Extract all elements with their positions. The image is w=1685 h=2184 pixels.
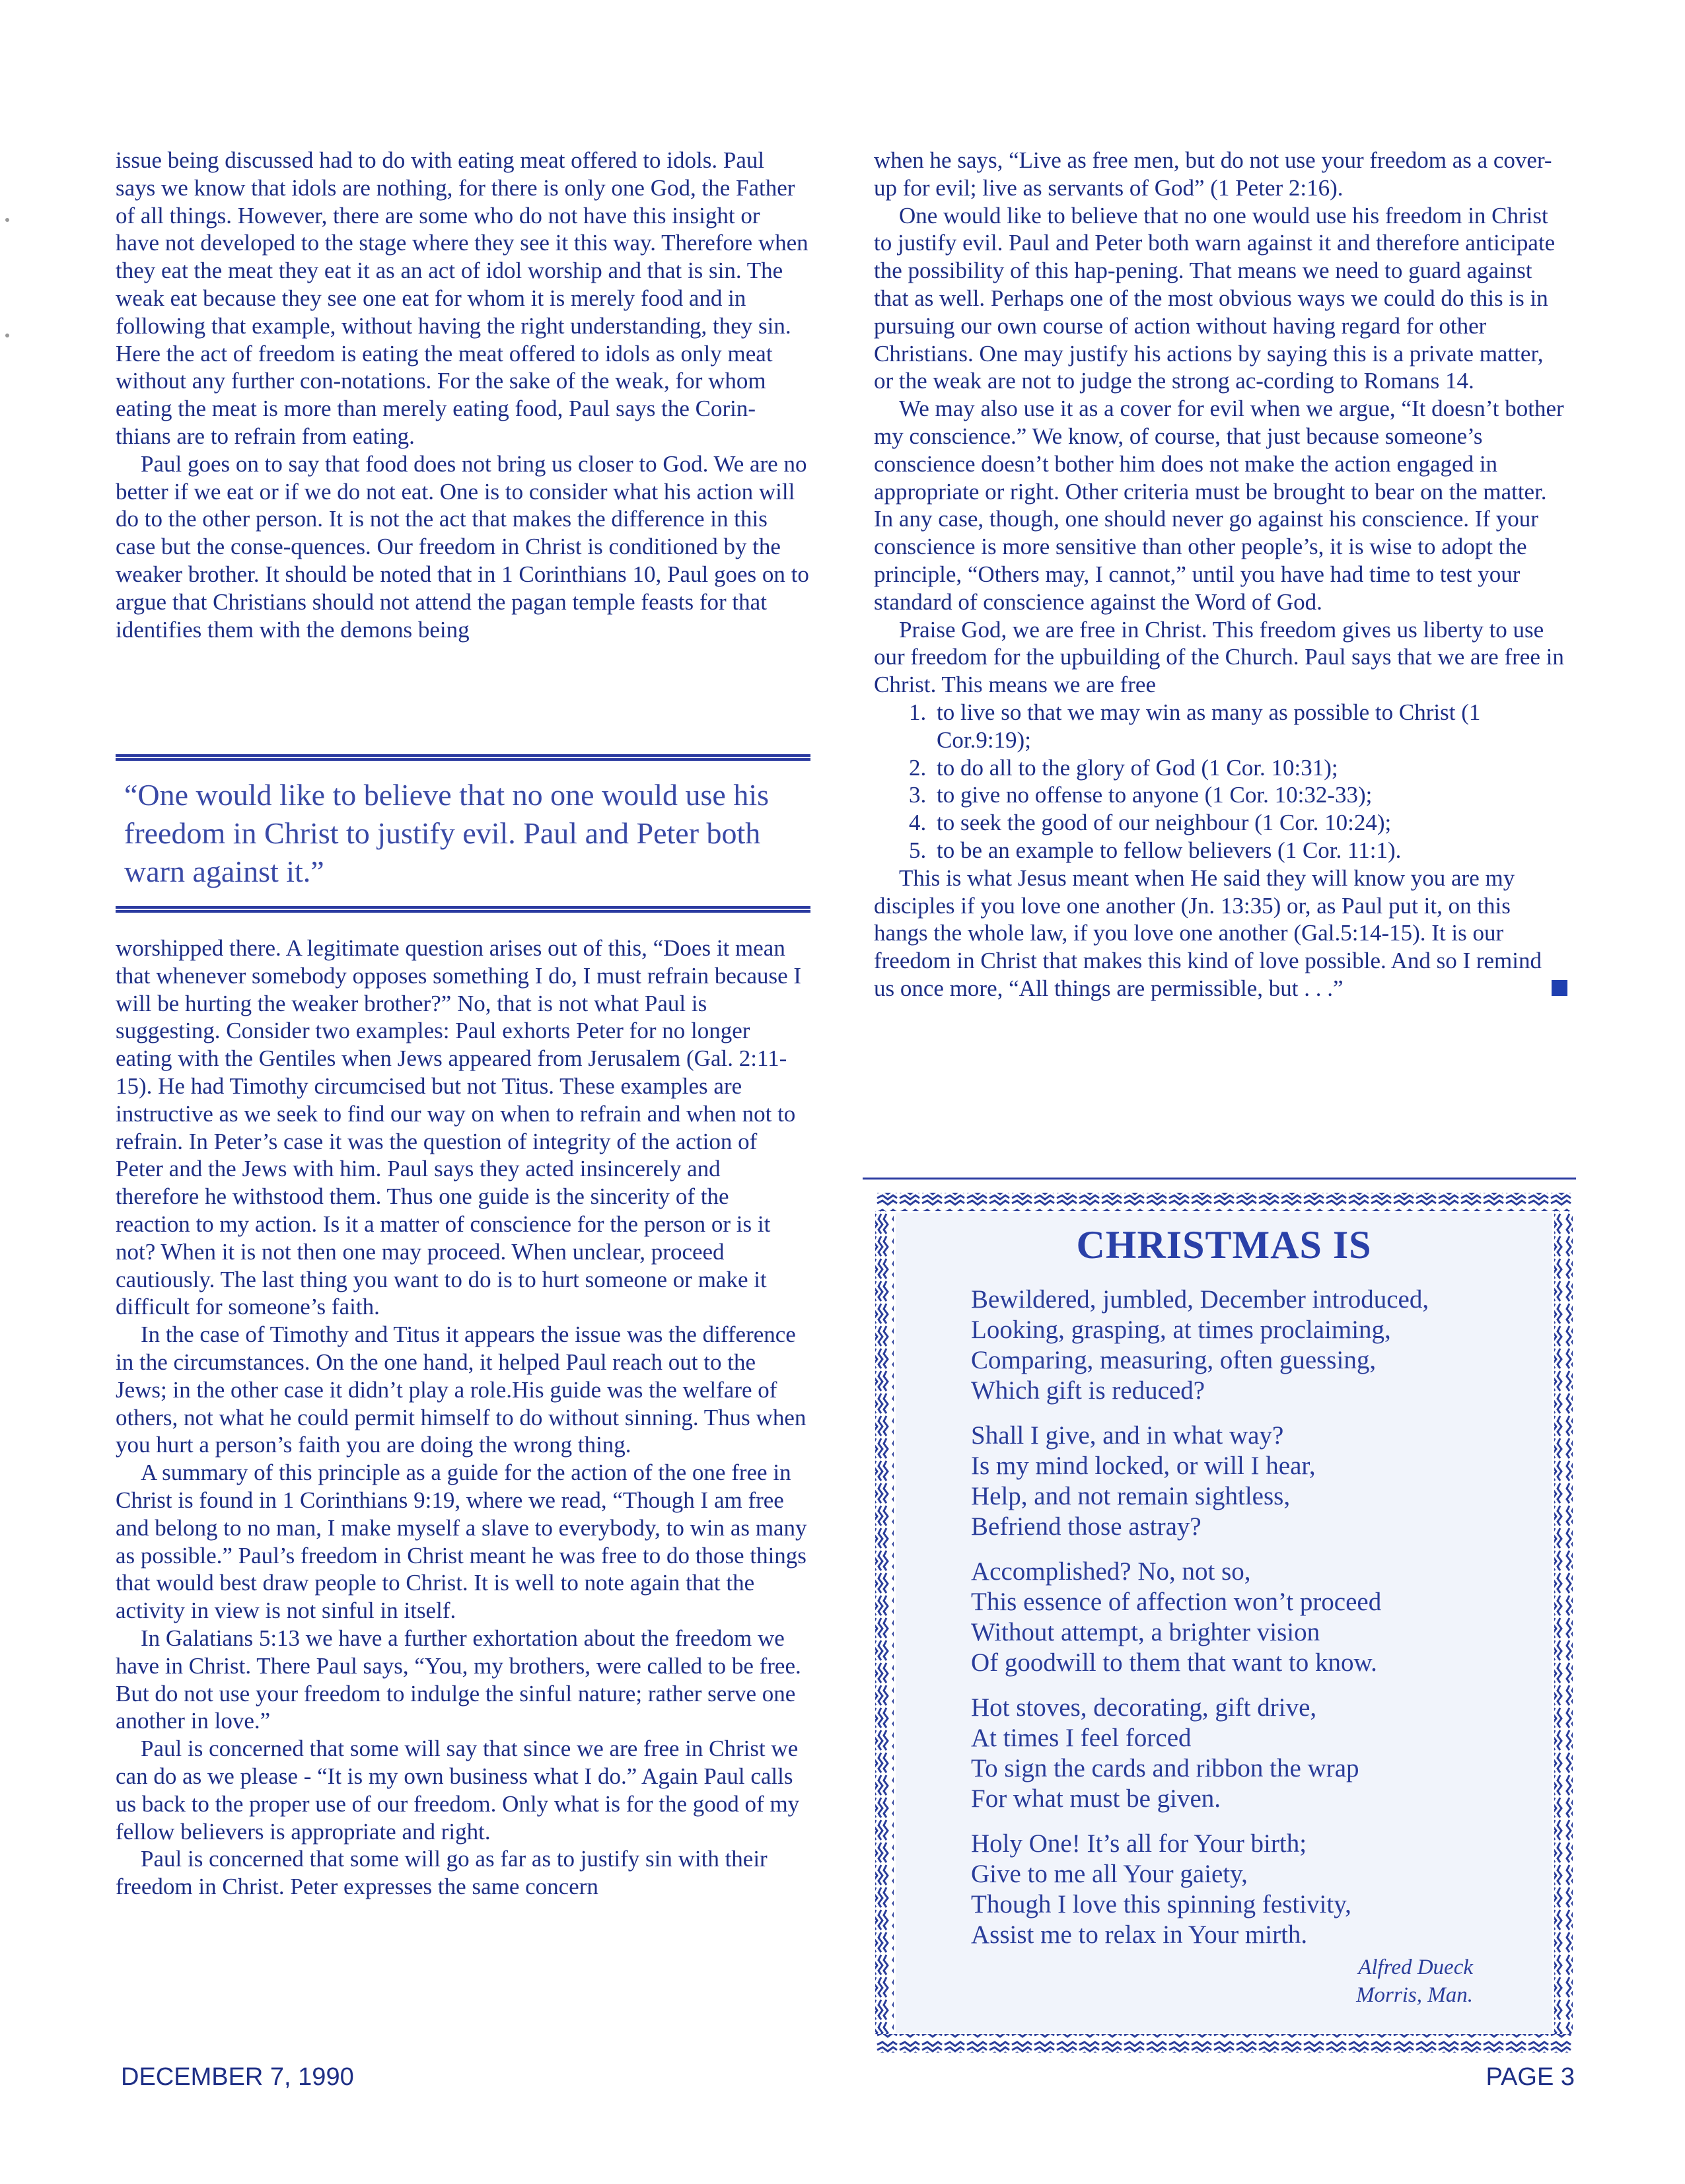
list-item-text: to be an example to fellow believers (1 Cor. 11:1). (937, 837, 1402, 863)
list-item (874, 837, 1567, 864)
paragraph: In the case of Timothy and Titus it appears the issue was the difference in the circumstances. On the one hand, it helped Paul reach out to the Jews; in the other case it didn’t play a role.His guide was the welfare of others, not what he could permit himself to do without sinning. Thus when you hurt a person’s faith you are doing the wrong thing. (116, 1321, 807, 1458)
paragraph: In Galatians 5:13 we have a further exhortation about the freedom we have in Christ. There Paul says, “You, my brothers, were called to be free. But do not use your freedom to indulge the sinful nature; rather serve one another in love.” (116, 1625, 801, 1734)
list-item-number: 4. (909, 810, 927, 836)
poem-title: CHRISTMAS IS (1076, 1223, 1372, 1267)
pullquote-top-rule (116, 754, 810, 761)
list-item-text: to live so that we may win as many as possible to Christ (1 Cor.9:19); (937, 699, 1481, 753)
poem-line: Though I love this spinning festivity, (971, 1890, 1351, 1919)
list-item-number: 2. (909, 754, 927, 781)
right-column (874, 147, 1567, 1003)
list-item-number: 1. (909, 699, 927, 725)
poem-credit (1255, 1954, 1473, 2009)
poem-line: Assist me to relax in Your mirth. (971, 1920, 1308, 1949)
poem-body (971, 1285, 1513, 1965)
list-item-text: to do all to the glory of God (1 Cor. 10:31); (937, 754, 1338, 781)
list-item (874, 699, 1567, 754)
list-item (874, 781, 1567, 809)
poem-line: Accomplished? No, not so, (971, 1557, 1251, 1586)
freedom-list (874, 699, 1567, 864)
poem-line: Hot stoves, decorating, gift drive, (971, 1693, 1317, 1722)
poem-location: Morris, Man. (1356, 1983, 1473, 2007)
paragraph: Praise God, we are free in Christ. This freedom gives us liberty to use our freedom for the upbuilding of the Church. Paul says that we are free in Christ. This means we are free (874, 616, 1564, 698)
poem-line: Without attempt, a brighter vision (971, 1618, 1320, 1646)
poem-line: Comparing, measuring, often guessing, (971, 1346, 1377, 1374)
paragraph: issue being discussed had to do with eating meat offered to idols. Paul says we know that idols are nothing, for there is only one God, the Father of all things. However, there are some who do not have this insight or have not developed to the stage where they see it this way. Therefore when they eat the meat they eat it as an act of idol worship and that is sin. The weak eat because they see one eat for whom it is merely food and in following that example, without having the right understanding, they sin. Here the act of freedom is eating the meat offered to idols as only meat without any further con-notations. For the sake of the weak, for whom eating the meat is more than merely eating food, Paul says the Corin-thians are to refrain from eating. (116, 147, 808, 449)
poem-line: Bewildered, jumbled, December introduced, (971, 1285, 1429, 1314)
pullquote: “One would like to believe that no one would use his freedom in Christ to justify evil. Paul and Peter both warn against it.” (124, 778, 770, 888)
list-item-text: to seek the good of our neighbour (1 Cor. 10:24); (937, 810, 1392, 836)
poem-line: For what must be given. (971, 1784, 1221, 1813)
poem-line: Is my mind locked, or will I hear, (971, 1452, 1316, 1480)
paragraph: One would like to believe that no one would use his freedom in Christ to justify evil. Paul and Peter both warn against it and therefore anticipate the possibility of this hap-pening. That means we need to guard against that as well. Perhaps one of the most obvious ways we could do this is in pursuing our own course of action without having regard for other Christians. One may justify his actions by saying this is a private matter, or the weak are not to judge the strong ac-cording to Romans 14. (874, 202, 1556, 394)
poem-author: Alfred Dueck (1358, 1955, 1473, 1979)
list-item-text: to give no offense to anyone (1 Cor. 10:32-33); (937, 782, 1373, 808)
pullquote-bottom-rule (116, 906, 810, 913)
paragraph: We may also use it as a cover for evil when we argue, “It doesn’t bother my conscience.” We know, of course, that just because someone’s conscience doesn’t bother him does not make the action engaged in appropriate or right. Other criteria must be brought to bear on the matter. In any case, though, one should never go against his conscience. If your conscience is more sensitive than other people’s, it is wise to adopt the principle, “Others may, I cannot,” until you have had time to test your standard of conscience against the Word of God. (874, 396, 1564, 615)
paragraph: A summary of this principle as a guide for the action of the one free in Christ is found in 1 Corinthians 9:19, where we read, “Though I am free and belong to no man, I make myself a slave to everybody, to win as many as possible.” Paul’s freedom in Christ meant he was free to do those things that would best draw people to Christ. It is well to note again that the activity in view is not sinful in itself. (116, 1460, 807, 1624)
margin-mark (5, 334, 9, 337)
paragraph: Paul goes on to say that food does not bring us closer to God. We are no better if we eat or if we do not eat. One is to consider what his action will do to the other person. It is not the act that makes the difference in this case but the conse-quences. Our freedom in Christ is conditioned by the weaker brother. It should be noted that in 1 Corinthians 10, Paul goes on to argue that Christians should not attend the pagan temple feasts for that identifies them with the demons being (116, 450, 809, 643)
left-column-top (116, 147, 809, 643)
page-number: PAGE 3 (1486, 2063, 1575, 2091)
poem-line: To sign the cards and ribbon the wrap (971, 1754, 1359, 1782)
poem-line: Help, and not remain sightless, (971, 1482, 1291, 1510)
margin-mark (5, 218, 9, 222)
section-divider (863, 1178, 1576, 1180)
poem-stanza (971, 1557, 1513, 1678)
list-item-number: 3. (909, 782, 927, 808)
paragraph: worshipped there. A legitimate question arises out of this, “Does it mean that whenever somebody opposes something I do, I must refrain because I will be hurting the weaker brother?” No, that is not what Paul is suggesting. Consider two examples: Paul exhorts Peter for no longer eating with the Gentiles when Jews appeared from Jerusalem (Gal. 2:11-15). He had Timothy circumcised but not Titus. These examples are instructive as we seek to find our way on when to refrain and when not to refrain. In Peter’s case it was the question of integrity of the action of Peter and the Jews with him. Paul says they acted insincerely and therefore he withstood them. Thus one guide is the sincerity of the reaction to my action. Is it a matter of conscience for the person or is it not? When it is not then one may proceed. When unclear, proceed cautiously. The last thing you want to do is to hurt someone or make it difficult for someone’s faith. (116, 935, 802, 1320)
list-item (874, 809, 1567, 837)
poem-line: At times I feel forced (971, 1724, 1192, 1752)
end-mark-icon (1552, 980, 1567, 996)
issue-date: DECEMBER 7, 1990 (121, 2063, 354, 2091)
left-column-bottom (116, 934, 809, 1901)
poem-line: Holy One! It’s all for Your birth; (971, 1829, 1307, 1858)
closing-paragraph: This is what Jesus meant when He said they will know you are my disciples if you love one another (Jn. 13:35) or, as Paul put it, on this hangs the whole law, if you love one another (Gal.5:14-15). It is our freedom in Christ that makes this kind of love possible. And so I remind us once more, “All things are permissible, but . . .” (874, 864, 1567, 1003)
paragraph: when he says, “Live as free men, but do not use your freedom as a cover-up for evil; live as servants of God” (1 Peter 2:16). (874, 147, 1552, 201)
list-item-number: 5. (909, 837, 927, 863)
poem-stanza (971, 1693, 1513, 1814)
poem-line: This essence of affection won’t proceed (971, 1588, 1382, 1616)
poem-stanza (971, 1421, 1513, 1542)
poem-line: Of goodwill to them that want to know. (971, 1648, 1377, 1677)
poem-stanza (971, 1829, 1513, 1950)
poem-stanza (971, 1285, 1513, 1406)
paragraph: Paul is concerned that some will say that since we are free in Christ we can do as we please - “It is my own business what I do.” Again Paul calls us back to the proper use of our freedom. Only what is for the good of my fellow believers is appropriate and right. (116, 1736, 800, 1845)
paragraph: Paul is concerned that some will go as far as to justify sin with their freedom in Christ. Peter expresses the same concern (116, 1846, 768, 1900)
poem-line: Give to me all Your gaiety, (971, 1860, 1248, 1888)
poem-line: Which gift is reduced? (971, 1376, 1205, 1405)
poem-line: Shall I give, and in what way? (971, 1421, 1284, 1450)
poem-line: Befriend those astray? (971, 1512, 1201, 1541)
list-item (874, 754, 1567, 782)
right-paragraphs (874, 147, 1567, 699)
poem-line: Looking, grasping, at times proclaiming, (971, 1316, 1391, 1344)
